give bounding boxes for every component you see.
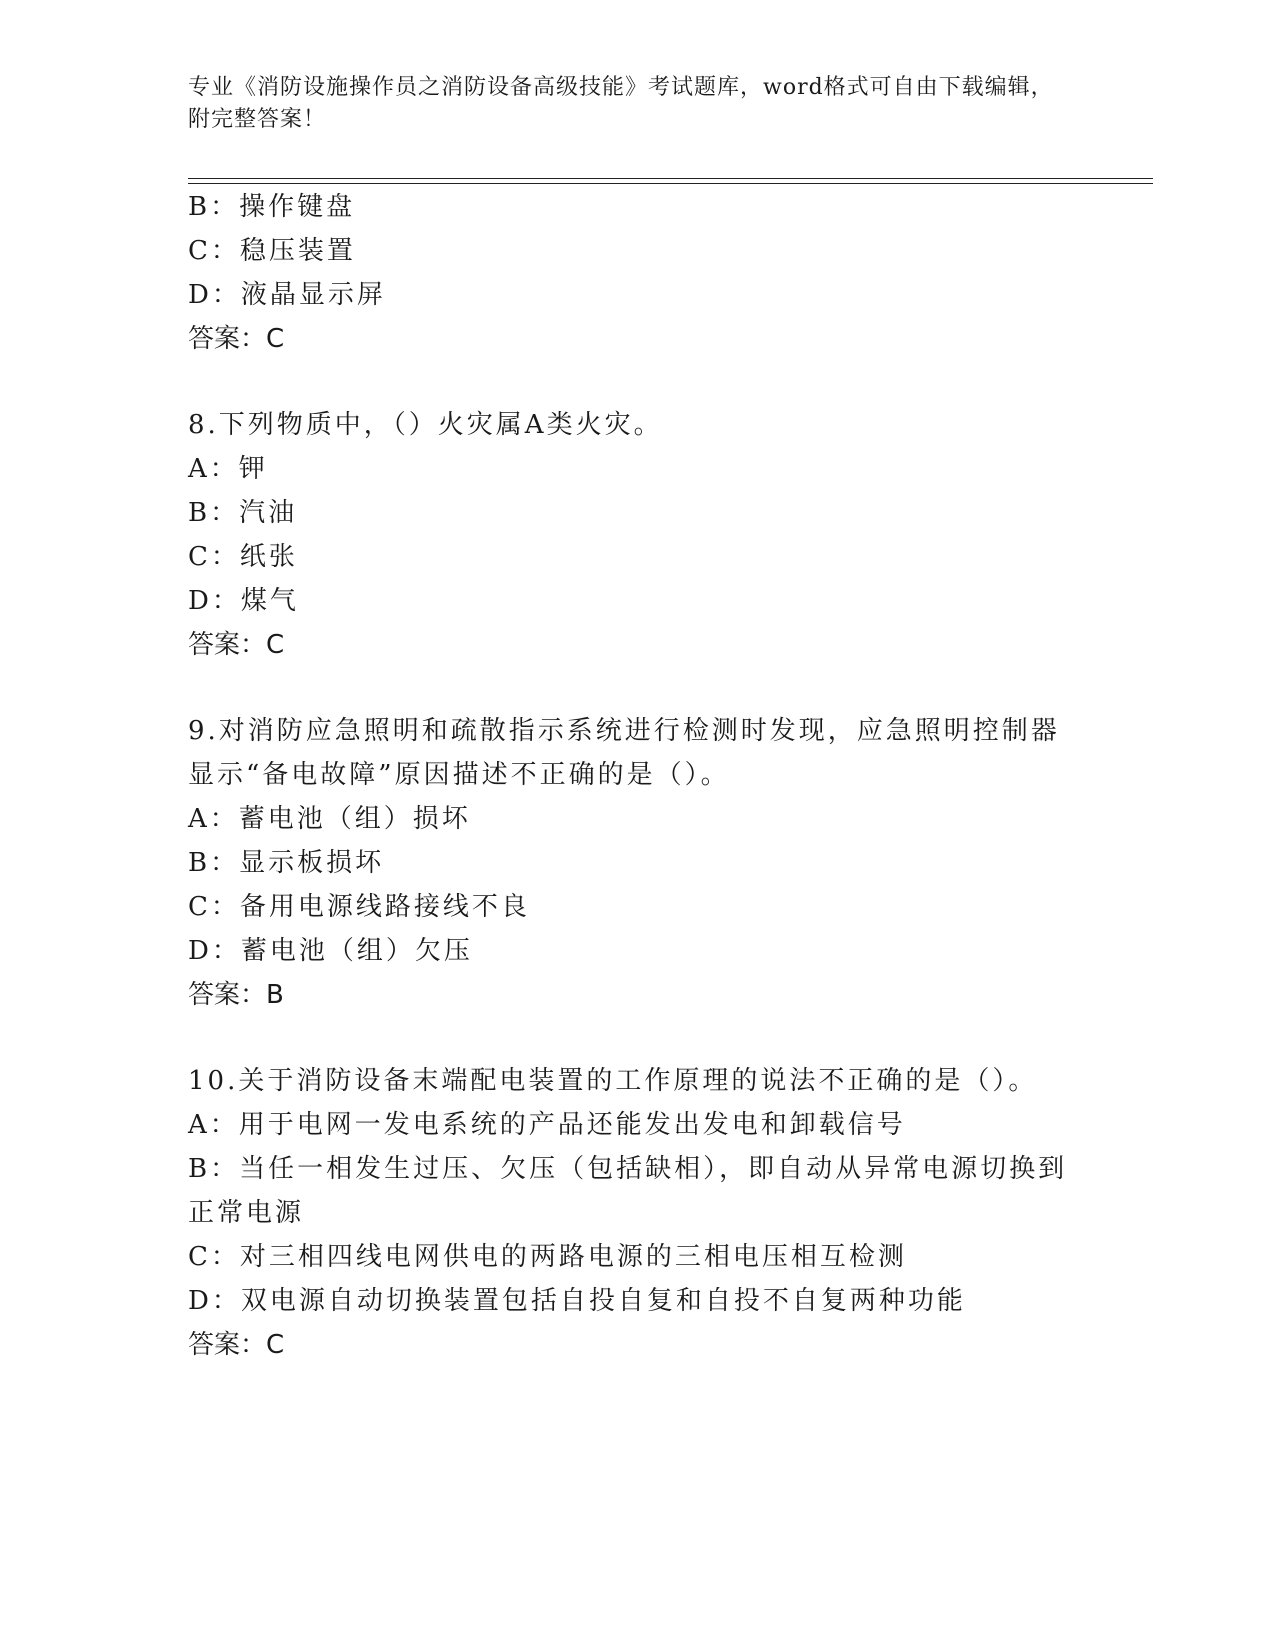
question-stem: 8.下列物质中，（）火灾属A类火灾。 <box>188 410 663 440</box>
answer-line: 答案：C <box>188 324 285 354</box>
option-line: D：液晶显示屏 <box>188 280 386 310</box>
question-stem: 10.关于消防设备末端配电装置的工作原理的说法不正确的是（）。 <box>188 1066 1038 1096</box>
option-line: B：当任一相发生过压、欠压（包括缺相），即自动从异常电源切换到 <box>188 1154 1068 1184</box>
option-line: C：稳压装置 <box>188 236 356 266</box>
option-line: C：备用电源线路接线不良 <box>188 892 530 922</box>
option-line: D：煤气 <box>188 586 299 616</box>
option-line: 正常电源 <box>188 1198 305 1228</box>
answer-line: 答案：B <box>188 980 284 1010</box>
option-line: B：操作键盘 <box>188 192 356 222</box>
header-divider-bottom <box>188 183 1153 184</box>
question-stem: 9.对消防应急照明和疏散指示系统进行检测时发现，应急照明控制器 <box>188 716 1060 746</box>
option-line: D：双电源自动切换装置包括自投自复和自投不自复两种功能 <box>188 1286 966 1316</box>
option-line: A：蓄电池（组）损坏 <box>188 804 471 834</box>
option-line: A：用于电网一发电系统的产品还能发出发电和卸载信号 <box>188 1110 906 1140</box>
option-line: B：汽油 <box>188 498 298 528</box>
option-line: A：钾 <box>188 454 268 484</box>
option-line: C：纸张 <box>188 542 298 572</box>
option-line: B：显示板损坏 <box>188 848 385 878</box>
header-divider-top <box>188 178 1153 179</box>
option-line: D：蓄电池（组）欠压 <box>188 936 473 966</box>
document-header: 专业《消防设施操作员之消防设备高级技能》考试题库，word格式可自由下载编辑，附完整答案！ <box>188 75 1054 132</box>
question-stem: 显示“备电故障”原因描述不正确的是（）。 <box>188 760 730 790</box>
answer-line: 答案：C <box>188 1330 285 1360</box>
option-line: C：对三相四线电网供电的两路电源的三相电压相互检测 <box>188 1242 907 1272</box>
answer-line: 答案：C <box>188 630 285 660</box>
